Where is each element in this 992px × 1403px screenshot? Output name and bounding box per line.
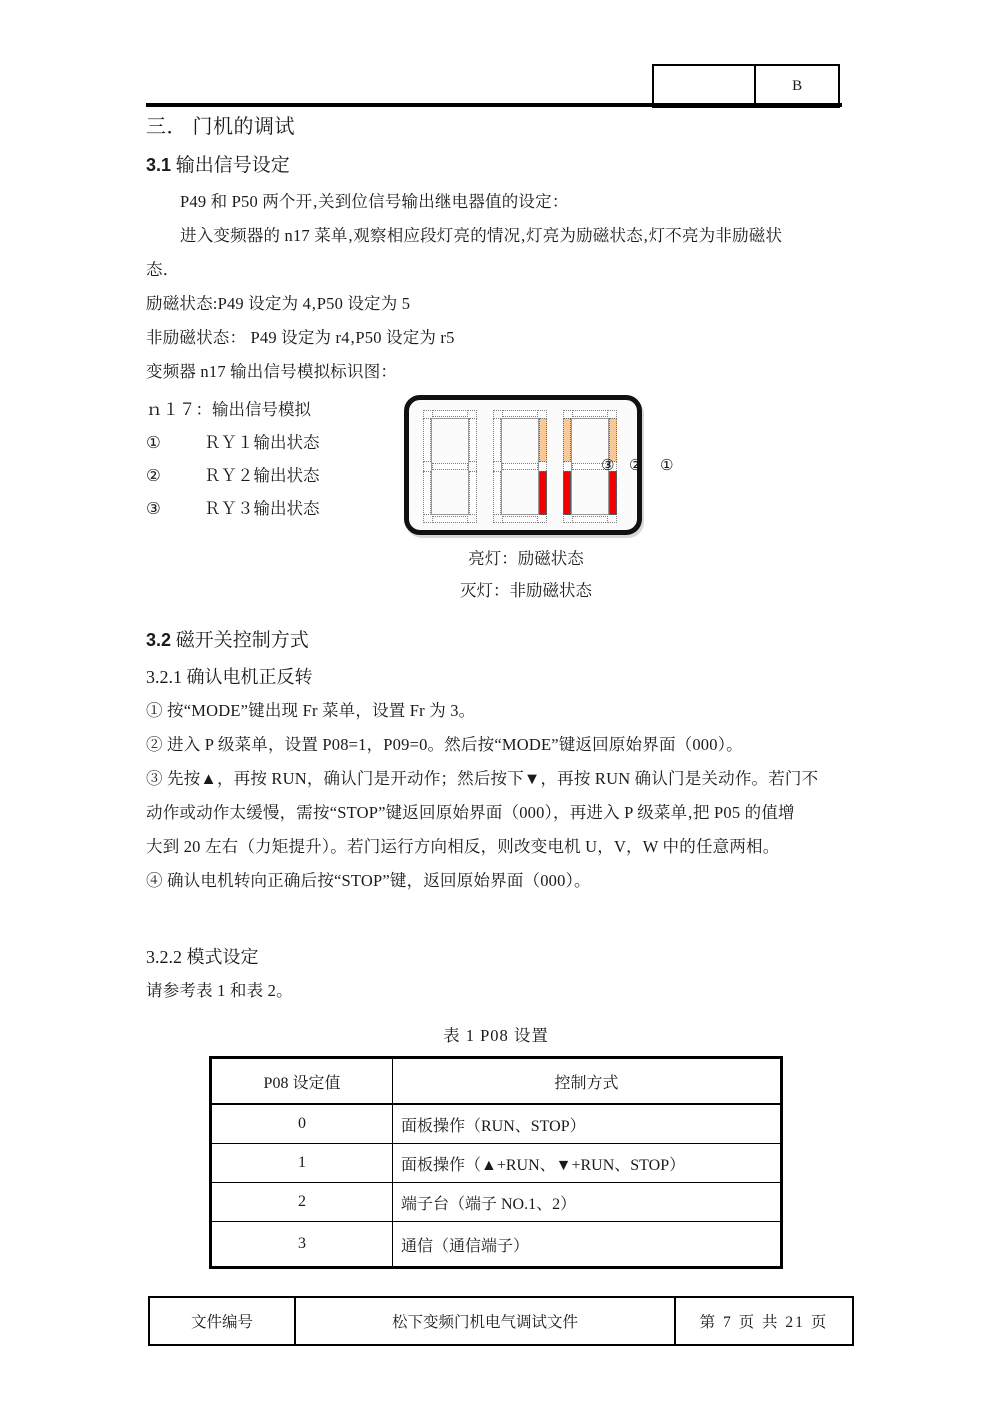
- step-item-3-line-3: 大到 20 左右（力矩提升）。若门运行方向相反，则改变电机 U，V，W 中的任意两相。: [146, 837, 780, 856]
- callout-marker-1: ①: [660, 456, 674, 474]
- digit-2-segment-b: [539, 418, 547, 462]
- paragraph-p49-p50: P49 和 P50 两个开‚关到位信号输出继电器值的设定：: [180, 192, 569, 211]
- seven-segment-display: [404, 395, 674, 535]
- caption-unlit: 灭灯：非励磁状态: [460, 581, 592, 600]
- legend-text-ry3: ＲＹ３输出状态: [204, 499, 320, 518]
- step-item-3-line-1: ③ 先按▲，再按 RUN，确认门是开动作；然后按下▼，再按 RUN 确认门是关动作。若门不: [146, 769, 819, 788]
- table-cell-value-3: 3: [211, 1222, 393, 1268]
- page-title: 三． 门机的调试: [146, 116, 295, 138]
- legend-item-ry1: [146, 426, 396, 459]
- paragraph-table-reference: 请参考表 1 和表 2。: [146, 981, 293, 1000]
- digit-3-segment-f: [563, 418, 571, 462]
- footer-cell-page-number: 第 7 页 共 21 页: [675, 1297, 853, 1345]
- n17-diagram-block: [146, 393, 846, 543]
- legend-marker-3: ③: [146, 499, 161, 518]
- table-p08-settings: [209, 1056, 783, 1269]
- table-row: [211, 1104, 782, 1144]
- heading-3-1-text: 输出信号设定: [175, 155, 290, 176]
- table-cell-value-2: 2: [211, 1183, 393, 1222]
- paragraph-n17-menu: 进入变频器的 n17 菜单‚观察相应段灯亮的情况‚灯亮为励磁状态‚灯不亮为非励磁状: [180, 226, 783, 245]
- digit-1-segment-e: [423, 471, 431, 515]
- footer-row: [149, 1297, 853, 1345]
- digit-2-segment-f: [493, 418, 501, 462]
- legend-marker-2: ②: [146, 466, 161, 485]
- paragraph-nonexcited-state: 非励磁状态： P49 设定为 r4‚P50 设定为 r5: [146, 328, 455, 347]
- step-item-3-line-2: 动作或动作太缓慢，需按“STOP”键返回原始界面（000），再进入 P 级菜单‚把 P05 的值增: [146, 803, 795, 822]
- n17-legend: [146, 393, 396, 525]
- heading-3-2-number: 3.2: [146, 630, 172, 650]
- header-row: [653, 65, 839, 107]
- document-content: [146, 112, 846, 1269]
- digit-3-segment-a: [572, 410, 608, 417]
- paragraph-excited-state: 励磁状态:P49 设定为 4‚P50 设定为 5: [146, 294, 411, 313]
- table-header-p08: P08 设定值: [211, 1058, 393, 1105]
- legend-text-ry1: ＲＹ１输出状态: [204, 433, 320, 452]
- digit-2-segment-c: [539, 471, 547, 515]
- step-item-2: ② 进入 P 级菜单，设置 P08=1，P09=0。然后按“MODE”键返回原始界面（000）。: [146, 735, 743, 754]
- legend-item-ry2: [146, 459, 396, 492]
- header-rule: [146, 103, 842, 107]
- caption-lit: 亮灯：励磁状态: [468, 549, 584, 568]
- legend-title: ｎ１７：输出信号模拟: [146, 400, 311, 419]
- header-table: [652, 64, 840, 108]
- seven-segment-digit-1: [423, 410, 477, 524]
- table-cell-mode-1: 面板操作（▲+RUN、▼+RUN、STOP）: [393, 1144, 782, 1183]
- footer-cell-document-number: 文件编号: [149, 1297, 295, 1345]
- table-cell-value-0: 0: [211, 1104, 393, 1144]
- digit-1-segment-f: [423, 418, 431, 462]
- digit-3-segment-e: [563, 471, 571, 515]
- digit-1-segment-a: [432, 410, 468, 417]
- legend-marker-1: ①: [146, 433, 161, 452]
- footer-table: [148, 1296, 854, 1346]
- heading-3-2-text: 磁开关控制方式: [175, 630, 309, 651]
- footer-cell-document-title: 松下变频门机电气调试文件: [295, 1297, 675, 1345]
- table-row: [211, 1183, 782, 1222]
- table-row: [211, 1144, 782, 1183]
- digit-3-segment-d: [572, 516, 608, 523]
- table-cell-mode-2: 端子台（端子 NO.1、2）: [393, 1183, 782, 1222]
- table-cell-mode-0: 面板操作（RUN、STOP）: [393, 1104, 782, 1144]
- heading-3-2: [146, 625, 846, 656]
- table-header-row: [211, 1058, 782, 1105]
- digit-1-segment-b: [469, 418, 477, 462]
- table-row: [211, 1222, 782, 1268]
- header-cell-revision: B: [755, 65, 839, 107]
- digit-3-segment-c: [609, 471, 617, 515]
- legend-item-ry3: [146, 492, 396, 525]
- paragraph-diagram-intro: 变频器 n17 输出信号模拟标识图：: [146, 362, 398, 381]
- header-cell-left: [653, 65, 755, 107]
- heading-3-2-2: 3.2.2 模式设定: [146, 947, 259, 967]
- digit-2-segment-e: [493, 471, 501, 515]
- digit-2-segment-g: [502, 463, 538, 470]
- seven-segment-digit-2: [493, 410, 547, 524]
- heading-3-1: [146, 150, 846, 181]
- digit-1-segment-d: [432, 516, 468, 523]
- legend-text-ry2: ＲＹ２输出状态: [204, 466, 320, 485]
- step-item-1: ① 按“MODE”键出现 Fr 菜单，设置 Fr 为 3。: [146, 701, 476, 720]
- callout-marker-2: ②: [629, 456, 643, 474]
- heading-3-1-number: 3.1: [146, 155, 172, 175]
- table-1-title: 表 1 P08 设置: [443, 1026, 549, 1045]
- digit-2-segment-d: [502, 516, 538, 523]
- digit-2-segment-a: [502, 410, 538, 417]
- digit-1-segment-g: [432, 463, 468, 470]
- table-cell-value-1: 1: [211, 1144, 393, 1183]
- table-header-control-mode: 控制方式: [393, 1058, 782, 1105]
- paragraph-n17-menu-cont: 态．: [146, 260, 180, 279]
- heading-3-2-1: 3.2.1 确认电机正反转: [146, 667, 313, 687]
- seven-segment-digits: [417, 410, 674, 526]
- step-item-4: ④ 确认电机转向正确后按“STOP”键，返回原始界面（000）。: [146, 871, 591, 890]
- digit-1-segment-c: [469, 471, 477, 515]
- table-cell-mode-3: 通信（通信端子）: [393, 1222, 782, 1268]
- callout-marker-3: ③: [601, 456, 615, 474]
